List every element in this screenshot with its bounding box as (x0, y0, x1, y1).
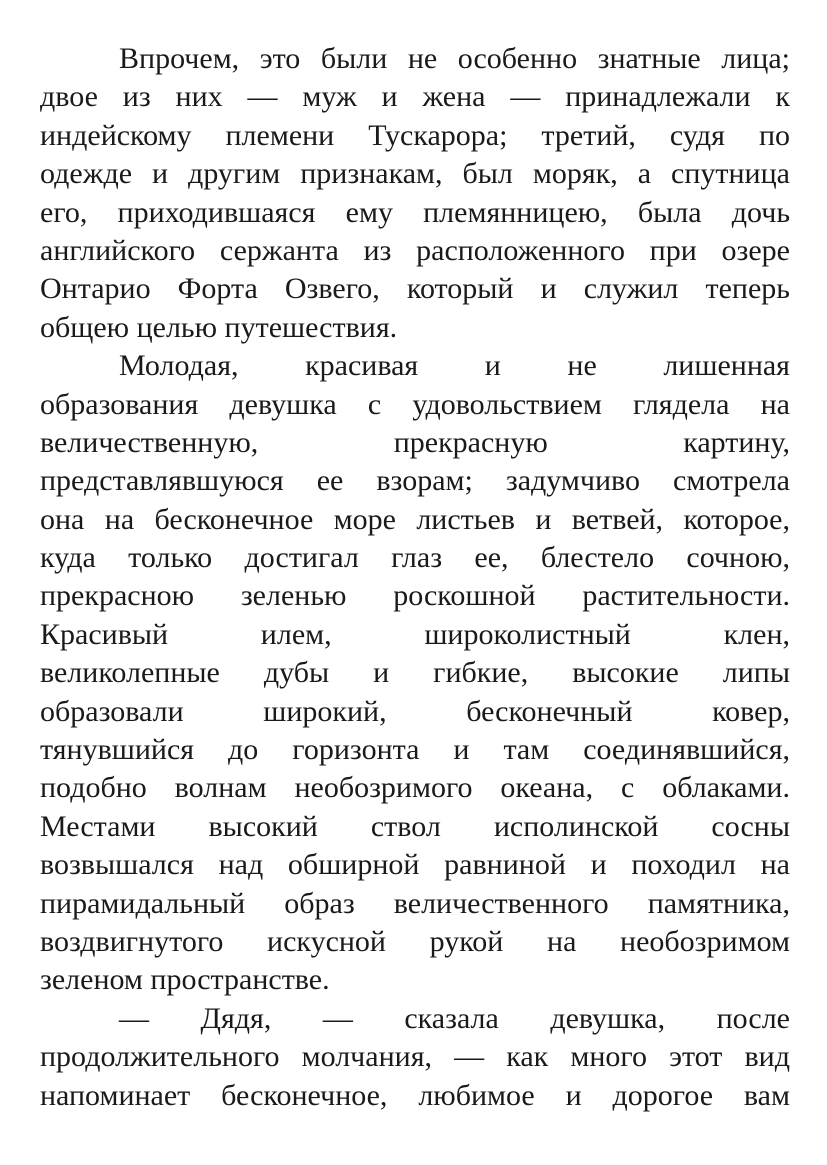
text-line: Впрочем, это были не особенно знатные лица; (119, 42, 790, 75)
paragraph-1 (40, 40, 790, 347)
paragraph-3 (40, 1000, 790, 1115)
document-page (40, 40, 790, 1115)
text-line: пирамидальный образ величественного памятника, (40, 886, 790, 920)
text-line: великолепные дубы и гибкие, высокие липы (40, 656, 790, 690)
text-line: Онтарио Форта Озвего, который и служил теперь (40, 272, 790, 306)
text-line: одежде и другим признакам, был моряк, а спутница (40, 157, 790, 191)
text-line: величественную, прекрасную картину, (40, 425, 790, 459)
text-line: продолжительного молчания, — как много этот вид (40, 1040, 790, 1074)
text-line: подобно волнам необозримого океана, с облаками. (40, 771, 790, 805)
text-line: — Дядя, — сказала девушка, после (119, 1001, 790, 1035)
text-line: общею целью путешествия. (40, 310, 398, 344)
text-line: зеленом пространстве. (40, 963, 330, 997)
text-line: возвышался над обширной равниной и походил на (40, 848, 790, 882)
text-line: образования девушка с удовольствием глядела на (40, 387, 790, 421)
text-line: напоминает бесконечное, любимое и дорогое вам (40, 1078, 790, 1112)
text-line: она на бесконечное море листьев и ветвей, которое, (40, 502, 790, 536)
text-line: Местами высокий ствол исполинской сосны (40, 809, 790, 843)
paragraph-2 (40, 347, 790, 1000)
text-line: английского сержанта из расположенного при озере (40, 233, 790, 267)
text-line: его, приходившаяся ему племянницею, была дочь (40, 195, 790, 229)
text-line: куда только достигал глаз ее, блестело сочною, (40, 541, 790, 575)
text-line: образовали широкий, бесконечный ковер, (40, 694, 790, 728)
text-line: Красивый илем, широколистный клен, (40, 617, 790, 651)
text-line: воздвигнутого искусной рукой на необозримом (40, 924, 790, 958)
text-line: представлявшуюся ее взорам; задумчиво смотрела (40, 464, 790, 498)
text-line: Молодая, красивая и не лишенная (119, 349, 790, 383)
text-line: прекрасною зеленью роскошной растительности. (40, 579, 790, 613)
text-line: тянувшийся до горизонта и там соединявшийся, (40, 733, 790, 767)
text-line: двое из них — муж и жена — принадлежали к (40, 80, 790, 114)
text-line: индейскому племени Тускарора; третий, судя по (40, 118, 790, 152)
